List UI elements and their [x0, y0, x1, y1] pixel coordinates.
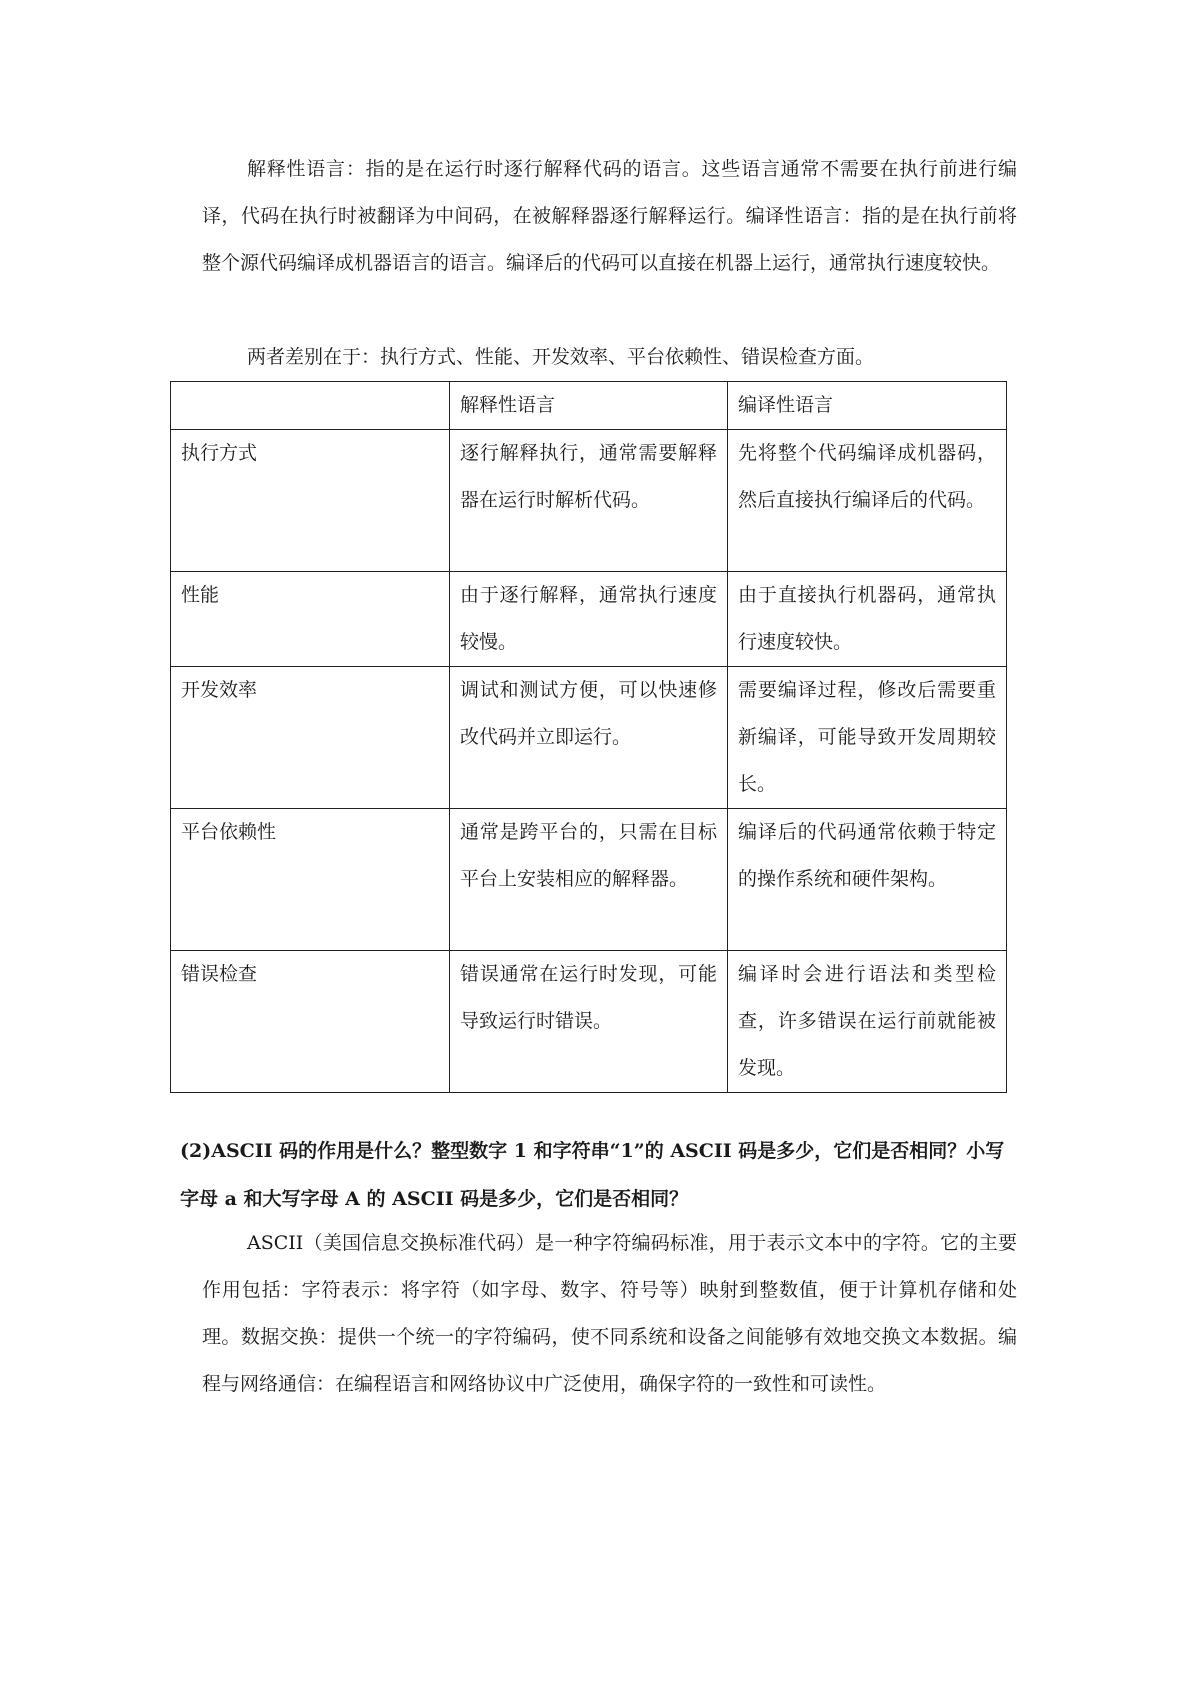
comparison-table — [170, 381, 1007, 1093]
table-cell: 编译后的代码通常依赖于特定的操作系统和硬件架构。 — [728, 809, 1007, 951]
table-cell: 错误通常在运行时发现，可能导致运行时错误。 — [450, 951, 728, 1093]
intro-paragraph: 解释性语言：指的是在运行时逐行解释代码的语言。这些语言通常不需要在执行前进行编译，代码在执行时被翻译为中间码，在被解释器逐行解释运行。编译性语言：指的是在执行前将整个源代码编译成机器语言的语言。编译后的代码可以直接在机器上运行，通常执行速度较快。 — [202, 158, 1017, 274]
table-cell: 先将整个代码编译成机器码，然后直接执行编译后的代码。 — [728, 430, 1007, 572]
table-row — [171, 430, 1007, 572]
table-row — [171, 809, 1007, 951]
table-cell: 需要编译过程，修改后需要重新编译，可能导致开发周期较长。 — [728, 667, 1007, 809]
table-cell: 平台依赖性 — [171, 809, 450, 951]
table-header-cell: 解释性语言 — [450, 382, 728, 430]
table-row — [171, 667, 1007, 809]
table-cell: 性能 — [171, 572, 450, 667]
table-cell: 执行方式 — [171, 430, 450, 572]
table-cell: 通常是跨平台的，只需在目标平台上安装相应的解释器。 — [450, 809, 728, 951]
table-cell: 开发效率 — [171, 667, 450, 809]
table-cell: 逐行解释执行，通常需要解释器在运行时解析代码。 — [450, 430, 728, 572]
table-cell: 调试和测试方便，可以快速修改代码并立即运行。 — [450, 667, 728, 809]
ascii-paragraph: ASCII（美国信息交换标准代码）是一种字符编码标准，用于表示文本中的字符。它的主要作用包括：字符表示：将字符（如字母、数字、符号等）映射到整数值，便于计算机存储和处理。数据交换：提供一个统一的字符编码，使不同系统和设备之间能够有效地交换文本数据。编程与网络通信：在编程语言和网络协议中广泛使用，确保字符的一致性和可读性。 — [202, 1232, 1017, 1395]
table-row — [171, 951, 1007, 1093]
table-row — [171, 572, 1007, 667]
table-header-cell: 编译性语言 — [728, 382, 1007, 430]
table-header-row — [171, 382, 1007, 430]
table-header-cell — [171, 382, 450, 430]
table-cell: 由于逐行解释，通常执行速度较慢。 — [450, 572, 728, 667]
table-cell: 错误检查 — [171, 951, 450, 1093]
table-cell: 由于直接执行机器码，通常执行速度较快。 — [728, 572, 1007, 667]
difference-paragraph: 两者差别在于：执行方式、性能、开发效率、平台依赖性、错误检查方面。 — [247, 346, 875, 368]
table-cell: 编译时会进行语法和类型检查，许多错误在运行前就能被发现。 — [728, 951, 1007, 1093]
question-heading: (2)ASCII 码的作用是什么？整型数字 1 和字符串“1”的 ASCII 码是多少，它们是否相同？小写字母 a 和大写字母 A 的 ASCII 码是多少，它们是否相同？ — [180, 1140, 1005, 1210]
